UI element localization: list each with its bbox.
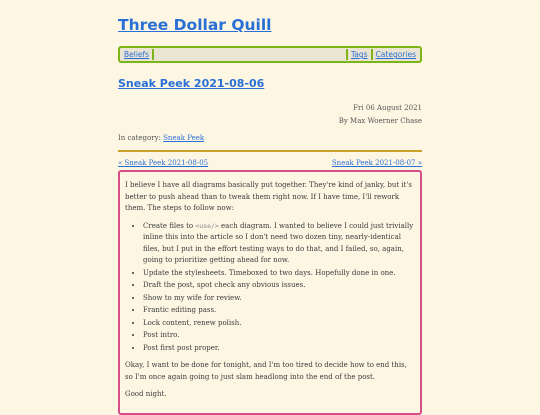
post-closing: Okay, I want to be done for tonight, and I'm too tired to decide how to end this, so I'm once again going to just slam headlong into the end of the post. <box>125 361 407 381</box>
post-navigation <box>118 158 422 168</box>
next-post-link[interactable]: Sneak Peek 2021-08-07 » <box>331 159 422 167</box>
category-link[interactable]: Sneak Peek <box>163 134 205 142</box>
list-item: • Frantic editing pass. <box>143 305 415 317</box>
use-code: <use/> <box>195 221 219 230</box>
post-title-link[interactable]: Sneak Peek 2021-08-06 <box>118 77 265 90</box>
nav-bar <box>118 46 422 63</box>
list-item: • Lock content, renew polish. <box>143 318 415 330</box>
post-author: By Max Woerner Chase <box>338 117 422 125</box>
category-label: In category: <box>118 134 161 142</box>
page <box>118 0 422 415</box>
nav-separator <box>346 49 348 60</box>
site-title-link[interactable]: Three Dollar Quill <box>118 16 272 34</box>
nav-spacer <box>155 48 345 61</box>
step-1-text-b: each diagram. I wanted to believe I could just trivially inline this into the article so I don't need two dozen tiny, nearly-identical files, but I put in the effort testing ways to do that, and I failed, so, again, going to prioritize getting ahead for now. <box>143 221 414 264</box>
post-signoff: Good night. <box>125 390 167 398</box>
post-meta <box>118 102 422 128</box>
list-item: • Update the stylesheets. Timeboxed to two days. Hopefully done in one. <box>143 268 415 280</box>
nav-separator <box>152 49 154 60</box>
prev-post-link[interactable]: « Sneak Peek 2021-08-05 <box>118 159 209 167</box>
nav-beliefs-link[interactable]: Beliefs <box>124 50 150 59</box>
list-item: • Show to my wife for review. <box>143 293 415 305</box>
nav-categories-link[interactable]: Categories <box>375 50 416 59</box>
post-date: Fri 06 August 2021 <box>353 104 422 112</box>
divider <box>118 150 422 152</box>
step-1-text-a: Create files to <box>143 221 194 230</box>
post-body <box>118 170 422 415</box>
list-item: • Draft the post, spot check any obvious issues. <box>143 280 415 292</box>
steps-list <box>125 221 415 355</box>
list-item <box>143 221 415 267</box>
post-category <box>118 132 422 144</box>
list-item: • Post intro. <box>143 330 415 342</box>
nav-tags-link[interactable]: Tags <box>350 50 368 59</box>
nav-separator <box>371 49 373 60</box>
list-item: • Post first post proper. <box>143 343 415 355</box>
post-intro: I believe I have all diagrams basically put together. They're kind of janky, but it's better to push ahead than to tweak them right now. If I have time, I'll rework them. The steps to follow now: <box>125 181 412 212</box>
